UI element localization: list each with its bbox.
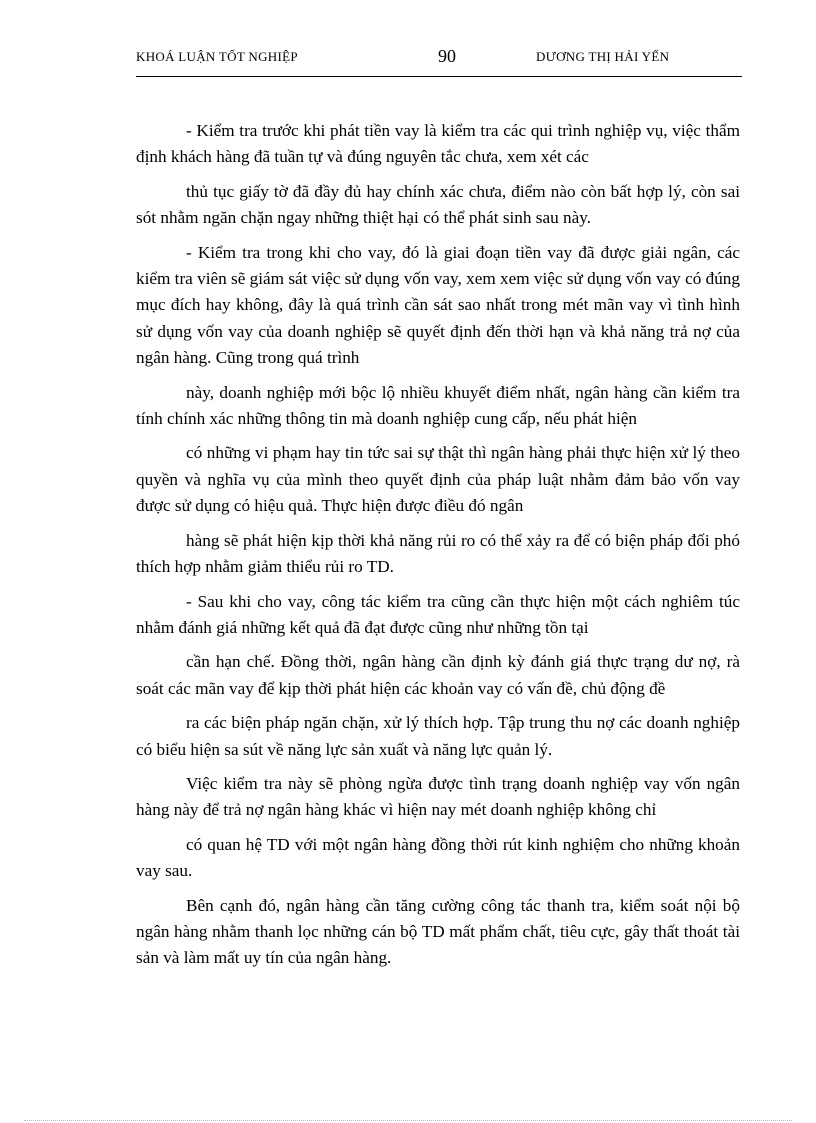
paragraph: hàng sẽ phát hiện kịp thời khả năng rủi ro có thể xảy ra để có biện pháp đối phó thích hợp nhằm giảm thiểu rủi ro TD.	[136, 530, 740, 577]
paragraph: Việc kiểm tra này sẽ phòng ngừa được tình trạng doanh nghiệp vay vốn ngân hàng này để trả nợ ngân hàng khác vì hiện nay mét doanh nghiệp không chỉ	[136, 773, 740, 820]
paragraph: - Sau khi cho vay, công tác kiểm tra cũng cần thực hiện một cách nghiêm túc nhằm đánh giá những kết quả đã đạt được cũng như những tồn tại	[136, 591, 740, 637]
header-divider	[136, 76, 742, 77]
paragraph: ra các biện pháp ngăn chặn, xử lý thích hợp. Tập trung thu nợ các doanh nghiệp có biểu hiện sa sút về năng lực sản xuất và năng lực quản lý.	[136, 713, 740, 759]
paragraph: cần hạn chế. Đồng thời, ngân hàng cần định kỳ đánh giá thực trạng dư nợ, rà soát các mãn vay để kịp thời phát hiện các khoản vay có vấn đề, chủ động đề	[136, 652, 740, 698]
paragraph: Bên cạnh đó, ngân hàng cần tăng cường công tác thanh tra, kiểm soát nội bộ ngân hàng nhằm thanh lọc những cán bộ TD mất phẩm chất, tiêu cực, gây thất thoát tài sản và làm mất uy tín của ngân hàng.	[136, 895, 740, 968]
paragraph: có quan hệ TD với một ngân hàng đồng thời rút kinh nghiệm cho những khoản vay sau.	[136, 834, 740, 881]
paragraph: có những vi phạm hay tin tức sai sự thật thì ngân hàng phải thực hiện xử lý theo quyền và nghĩa vụ của mình theo quyết định của pháp luật nhằm đảm bảo vốn vay được sử dụng có hiệu quả. Thực hiện được điều đó ngân	[136, 443, 740, 516]
footer-divider	[24, 1120, 792, 1121]
paragraph: thủ tục giấy tờ đã đầy đủ hay chính xác chưa, điểm nào còn bất hợp lý, còn sai sót nhằm ngăn chặn ngay những thiệt hại có thể phát sinh sau này.	[136, 181, 740, 228]
page-number: 90	[438, 46, 456, 66]
header-thesis-title: KHOÁ LUẬN TỐT NGHIỆP	[136, 49, 298, 64]
document-body	[136, 118, 740, 980]
paragraph: - Kiểm tra trước khi phát tiền vay là kiểm tra các qui trình nghiệp vụ, việc thẩm định khách hàng đã tuần tự và đúng nguyên tắc chưa, xem xét các	[136, 121, 740, 167]
paragraph: - Kiểm tra trong khi cho vay, đó là giai đoạn tiền vay đã được giải ngân, các kiểm tra viên sẽ giám sát việc sử dụng vốn vay, xem xem việc sử dụng vốn vay có đúng mục đích hay không, đây là quá trình cần sát sao nhất trong mét mãn vay vì tình hình sử dụng vốn vay của doanh nghiệp sẽ quyết định đến thời hạn và khả năng trả nợ của ngân hàng. Cũng trong quá trình	[136, 242, 740, 368]
page-header	[136, 46, 742, 76]
header-author-name: DƯƠNG THỊ HẢI YẾN	[536, 49, 670, 64]
paragraph: này, doanh nghiệp mới bộc lộ nhiều khuyết điểm nhất, ngân hàng cần kiểm tra tính chính xác những thông tin mà doanh nghiệp cung cấp, nếu phát hiện	[136, 382, 740, 429]
